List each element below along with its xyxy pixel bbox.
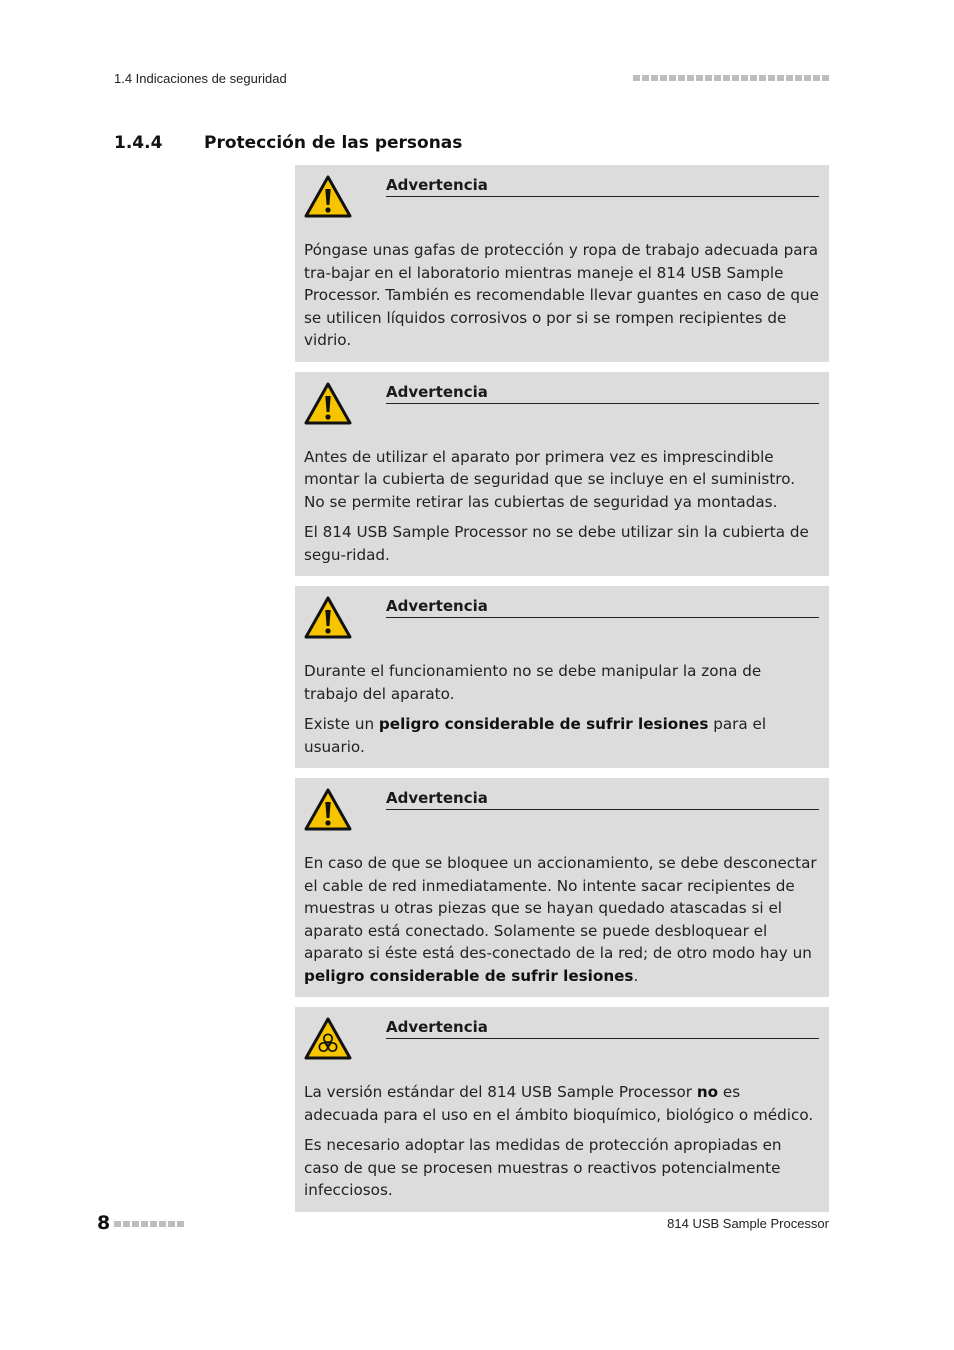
- warning-paragraph: [304, 239, 819, 352]
- paragraph-text: para el usuario.: [304, 715, 767, 756]
- paragraph-text: La versión estándar del 814 USB Sample Processor: [304, 1083, 697, 1101]
- warning-header: [304, 788, 819, 840]
- warning-triangle-icon: [304, 382, 352, 426]
- warning-paragraph: [304, 852, 819, 987]
- warning-paragraph: [304, 1134, 819, 1202]
- warning-header: [304, 1017, 819, 1069]
- paragraph-text: Es necesario adoptar las medidas de protección apropiadas en caso de que se procesen muestras o reactivos potencialmente infecciosos.: [304, 1136, 782, 1199]
- running-header: 1.4 Indicaciones de seguridad: [114, 71, 287, 86]
- warning-title: Advertencia: [386, 175, 819, 197]
- paragraph-text: .: [633, 966, 639, 985]
- paragraph-text: es adecuada para el uso en el ámbito bioquímico, biológico o médico.: [304, 1083, 814, 1124]
- running-footer: 814 USB Sample Processor: [667, 1216, 829, 1231]
- warning-box: [295, 372, 829, 577]
- warning-body: [304, 1081, 819, 1202]
- warning-title: Advertencia: [386, 382, 819, 404]
- warning-box: [295, 1007, 829, 1212]
- warning-title: Advertencia: [386, 596, 819, 618]
- emphasis-text: no: [696, 1083, 719, 1101]
- warning-triangle-icon: [304, 175, 352, 219]
- footer-decoration-dots: [114, 1221, 184, 1227]
- warning-triangle-icon: [304, 596, 352, 640]
- warning-paragraph: [304, 660, 819, 705]
- paragraph-text: El 814 USB Sample Processor no se debe utilizar sin la cubierta de segu-ridad.: [304, 523, 809, 564]
- paragraph-text: En caso de que se bloquee un accionamiento, se debe desconectar el cable de red inmediatamente. No intente sacar recipientes de muestras u otras piezas que se hayan quedado atascadas si el aparato está conectado. Solamente se puede desbloquear el aparato si éste está des-conectado de la red; de otro modo hay un: [304, 854, 817, 962]
- paragraph-text: Durante el funcionamiento no se debe manipular la zona de trabajo del aparato.: [304, 662, 762, 703]
- biohazard-icon: [304, 1017, 352, 1061]
- warning-body: [304, 660, 819, 758]
- warning-header: [304, 175, 819, 227]
- warning-box: [295, 778, 829, 997]
- warning-box: [295, 586, 829, 768]
- warnings-list: [295, 165, 829, 1222]
- section-heading: [114, 133, 462, 153]
- warning-body: [304, 239, 819, 352]
- paragraph-text: Existe un: [304, 715, 379, 733]
- warning-header: [304, 382, 819, 434]
- warning-paragraph: [304, 1081, 819, 1126]
- warning-header: [304, 596, 819, 648]
- warning-paragraph: [304, 446, 819, 514]
- emphasis-text: peligro considerable de sufrir lesiones: [378, 715, 709, 733]
- warning-body: [304, 446, 819, 567]
- warning-paragraph: [304, 521, 819, 566]
- header-decoration-dots: [633, 75, 829, 81]
- warning-triangle-icon: [304, 788, 352, 832]
- section-number: 1.4.4: [114, 133, 163, 153]
- section-title-text: Protección de las personas: [204, 133, 463, 153]
- emphasis-text: peligro considerable de sufrir lesiones: [304, 966, 634, 985]
- warning-box: [295, 165, 829, 362]
- paragraph-text: Antes de utilizar el aparato por primera vez es imprescindible montar la cubierta de seguridad que se incluye en el suministro. No se permite retirar las cubiertas de seguridad ya montadas.: [304, 447, 796, 511]
- warning-title: Advertencia: [386, 1017, 819, 1039]
- warning-body: [304, 852, 819, 987]
- warning-paragraph: [304, 713, 819, 758]
- paragraph-text: Póngase unas gafas de protección y ropa de trabajo adecuada para tra-bajar en el laboratorio mientras maneje el 814 USB Sample Processor. También es recomendable llevar guantes en caso de que se utilicen líquidos corrosivos o por si se rompen recipientes de vidrio.: [304, 241, 819, 349]
- page-number: 8: [97, 1212, 111, 1234]
- warning-title: Advertencia: [386, 788, 819, 810]
